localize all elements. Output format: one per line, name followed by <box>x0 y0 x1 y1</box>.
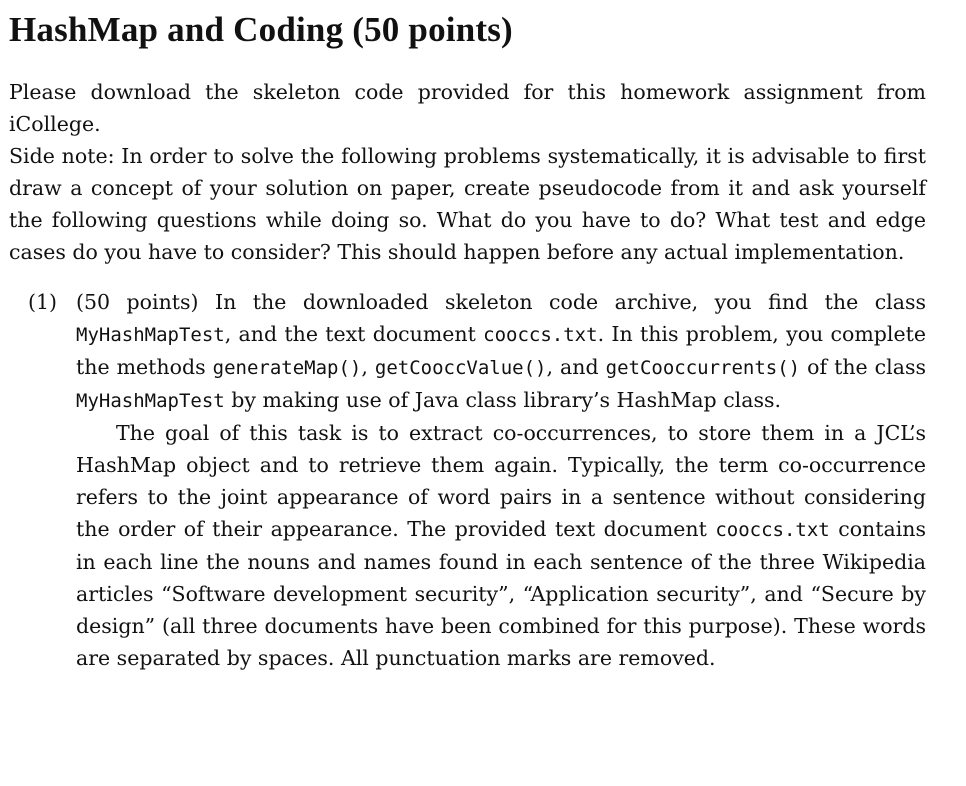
problem-number: (1) <box>28 290 58 314</box>
method-name-code: getCooccValue() <box>374 357 547 379</box>
class-name-code: MyHashMapTest <box>76 324 225 346</box>
problem-text: of the class <box>800 355 926 379</box>
method-name-code: getCooccurrents() <box>605 357 801 379</box>
problem-list <box>9 286 926 674</box>
problem-text: , and <box>546 355 606 379</box>
side-note: Side note: In order to solve the following problems systematically, it is advisable to first draw a concept of your solution on paper, create pseudocode from it and ask yourself the following questions while doing so. What do you have to do? What test and edge cases do you have to consider? This should happen before any actual implementation. <box>9 144 926 264</box>
problem-item <box>9 286 926 674</box>
section-heading: HashMap and Coding (50 points) <box>9 10 513 49</box>
filename-code: cooccs.txt <box>715 519 830 541</box>
goal-text: The goal of this task is to extract co-occurrences, to store them in a JCL’s HashMap object and to retrieve them again. Typically, the term co-occurrence refers to the joint appearance of word pairs in a sentence without considering the order of their appearance. The provided text document <box>76 421 926 541</box>
problem-text: . In this problem, you complete the methods <box>76 322 926 379</box>
problem-text: by making use of Java class library’s HashMap class. <box>224 388 782 412</box>
filename-code: cooccs.txt <box>483 324 598 346</box>
download-instruction: Please download the skeleton code provided for this homework assignment from iCollege. <box>9 80 926 136</box>
problem-paragraph <box>76 286 926 417</box>
class-name-code: MyHashMapTest <box>76 390 225 412</box>
method-name-code: generateMap() <box>212 357 362 379</box>
goal-text: contains in each line the nouns and names found in each sentence of the three Wikipedia articles “Software development security”, “Application security”, and “Secure by design” (all three documents have been combined for this purpose). These words are separated by spaces. All punctuation marks are removed. <box>76 517 926 670</box>
goal-paragraph <box>76 417 926 674</box>
problem-text: , <box>361 355 375 379</box>
problem-text: , and the text document <box>224 322 484 346</box>
problem-body <box>76 286 926 674</box>
problem-text: (50 points) In the downloaded skeleton code archive, you find the class <box>76 290 926 314</box>
